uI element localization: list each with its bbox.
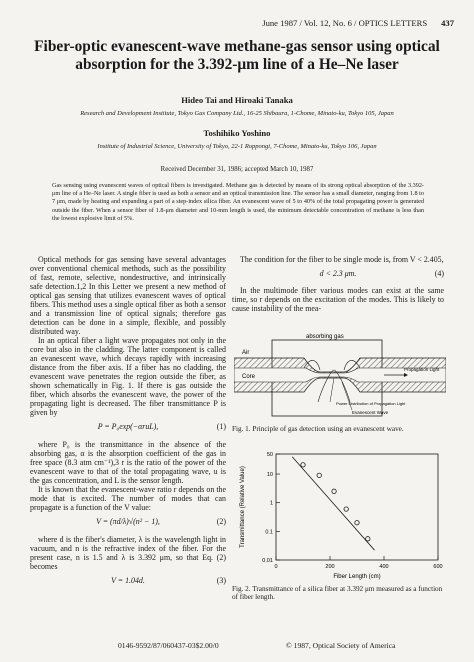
data-point (332, 489, 336, 493)
equation-number: (1) (216, 422, 226, 431)
paragraph: The condition for the fiber to be single mode is, from V < 2.405, (240, 255, 444, 264)
figure-2-chart (236, 448, 444, 582)
header-issue: June 1987 / Vol. 12, No. 6 / OPTICS LETTERS (262, 18, 428, 28)
label-core: Core (242, 374, 256, 380)
equation-text: V = 1.04d. (111, 576, 145, 585)
plot-frame (276, 454, 438, 560)
paper-title: Fiber-optic evanescent-wave methane-gas sensor using optical absorption for the 3.392-μm line of a He–Ne laser (34, 38, 440, 73)
equation-number: (4) (434, 269, 444, 278)
equation-4 (232, 269, 444, 280)
running-header (24, 18, 454, 28)
label-propagation-light: Propagation Light (404, 367, 440, 372)
label-evanescent-wave: Evanescent Wave (352, 410, 389, 415)
received-date: Received December 31, 1986; accepted March 10, 1987 (160, 166, 314, 173)
label-air: Air (242, 350, 250, 356)
y-axis-label: Transmittance (Relative Value) (240, 466, 246, 548)
equation-1 (30, 422, 226, 433)
y-tick-label: 1 (269, 500, 273, 507)
equation-2 (30, 517, 226, 528)
paragraph: where P₀ is the transmittance in the absence of the absorbing gas, α is the absorption coefficient of the gas in free space (8.3 atm cm⁻¹),3 r is the ratio of the power of the evanescent wave to that of the total propagating wave, u is the gas concentration, and L is the sensor length. (30, 440, 226, 485)
authors: Hideo Tai and Hiroaki Tanaka (181, 95, 293, 105)
data-point (301, 463, 305, 467)
equation-3 (30, 576, 226, 587)
copyright: © 1987, Optical Society of America (286, 641, 396, 650)
y-tick-label: 0.01 (262, 558, 273, 564)
data-point (355, 521, 359, 525)
equation-text: P = P₀exp(−αruL), (97, 422, 159, 431)
article-code: 0146-9592/87/060437-03$2.00/0 (118, 641, 219, 650)
x-axis-label: Fiber Length (cm) (333, 574, 381, 580)
equation-text: d < 2.3 μm. (319, 269, 357, 278)
figure-2-caption: Fig. 2. Transmittance of a silica fiber at 3.392 μm measured as a function of fiber length. (232, 585, 443, 602)
label-power-distribution: Power Distribution of Propagation Light (336, 401, 406, 406)
figure-1-caption: Fig. 1. Principle of gas detection using an evanescent wave. (232, 425, 404, 433)
data-point (317, 473, 321, 477)
figure-1-diagram (234, 332, 446, 422)
abstract: Gas sensing using evanescent waves of optical fibers is investigated. Methane gas is detected by means of its strong optical absorption of the 3.392-μm line of a He–Ne laser. A single fiber is used as both a sensor and an optical transmission line. The sensor has a small diameter, ranging from 1.8 to 7 μm, made by heating and expanding a part of a step-index silica fiber. An evanescent wave of 5 to 40% of the total propagating power is generated outside the fiber. When a sensor fiber of 1.8-μm diameter and 10-mm length is used, the minimum detectable concentration of methane is less than the lowest explosive limit of 5%. (52, 182, 424, 222)
right-column (232, 255, 444, 313)
affiliation-1: Research and Development Institute, Tokyo Gas Company Ltd., 16-25 Shibaura, 1-Chome, Minato-ku, Tokyo 105, Japan (80, 110, 394, 117)
x-tick-label: 400 (379, 564, 389, 570)
x-tick-label: 600 (433, 564, 443, 570)
data-point (366, 537, 370, 541)
paragraph: In an optical fiber a light wave propagates not only in the core but also in the cladding. The latter component is called an evanescent wave, which decays rapidly with increasing distance from the fiber axis. If a fiber has no cladding, the evanescent wave penetrates the region outside the fiber, as shown schematically in Fig. 1. If there is gas outside the fiber, which absorbs the evanescent wave, the power of the propagating light is decreased. The fiber transmittance P is given by (30, 336, 226, 417)
paragraph: In the multimode fiber various modes can exist at the same time, so r depends on the excitation of the modes. This is likely to cause instability of the mea- (232, 286, 444, 313)
paragraph: where d is the fiber's diameter, λ is the wavelength light in vacuum, and n is the refractive index of the fiber. For the present case, n is 1.5 and λ is 3.392 μm, so that Eq. (2) becomes (30, 535, 226, 571)
equation-text: V = (πd/λ)√(n² − 1), (96, 517, 160, 526)
equation-number: (2) (216, 517, 226, 526)
x-tick-label: 200 (325, 564, 335, 570)
left-column (30, 255, 226, 587)
y-tick-label: 50 (266, 452, 273, 458)
y-tick-label: 10 (266, 472, 273, 479)
data-point (344, 507, 348, 511)
x-tick-label: 0 (274, 564, 278, 570)
header-page-number: 437 (441, 18, 454, 28)
leader-line (330, 378, 334, 402)
author-2: Toshihiko Yoshino (203, 128, 271, 138)
fit-line (292, 457, 374, 550)
equation-number: (3) (216, 576, 226, 585)
paragraph: Optical methods for gas sensing have several advantages over conventional chemical methods, such as the possibility of fast, remote, selective, nondestructive, and intrinsically safe detection.1,2 In this Letter we present a new method of optical gas sensing that utilizes evanescent waves of optical fibers. This method uses a single optical fiber as both a sensor and a transmission line of optical signals; therefore gas detection can be done in a simple, flexible, and possibly distributed way. (30, 255, 226, 336)
y-tick-label: 0.1 (265, 529, 273, 536)
label-absorbing-gas: absorbing gas (306, 334, 344, 340)
affiliation-2: Institute of Industrial Science, University of Tokyo, 22-1 Roppongi, 7-Chome, Minato-ku, Tokyo 106, Japan (97, 143, 377, 150)
paragraph: It is known that the evanescent-wave ratio r depends on the mode that is excited. The number of modes that can propagate is a function of the V value: (30, 485, 226, 512)
